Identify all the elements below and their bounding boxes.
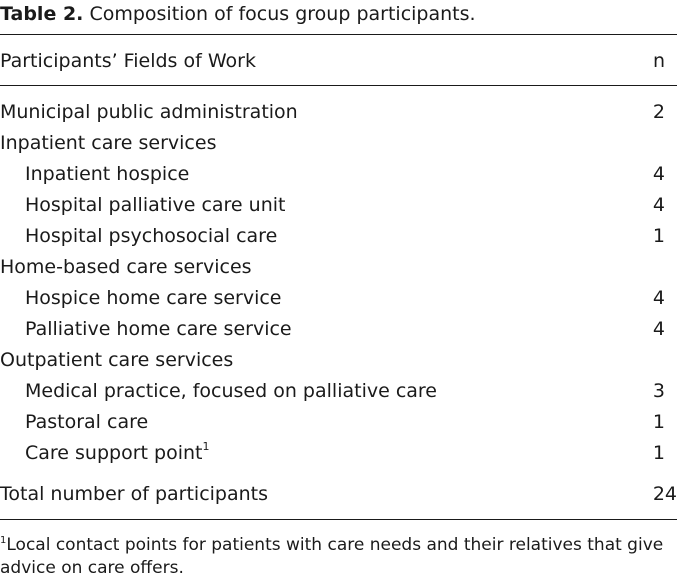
row-label (25, 190, 285, 221)
row-label-text: Outpatient care services (0, 349, 234, 371)
table-total-row (0, 479, 677, 510)
row-n: 1 (652, 411, 665, 433)
row-label-text: Inpatient care services (0, 132, 217, 154)
table-group-row (0, 345, 677, 376)
row-n: 4 (652, 318, 665, 340)
header-fields-of-work: Participants’ Fields of Work (0, 50, 256, 72)
row-label-text: Hospital palliative care unit (25, 194, 286, 216)
table-row (0, 190, 677, 221)
table-caption-text: Composition of focus group participants. (89, 3, 476, 25)
row-label (25, 376, 437, 407)
total-label: Total number of participants (0, 483, 269, 505)
row-n: 4 (652, 194, 665, 216)
table-row (0, 221, 677, 252)
row-n: 4 (652, 287, 665, 309)
table-top-rule (0, 34, 677, 35)
row-label (0, 97, 298, 128)
row-footnote-marker: 1 (202, 440, 210, 453)
row-label (0, 252, 252, 283)
table-bottom-rule (0, 519, 677, 520)
table-row (0, 376, 677, 407)
table-row (0, 283, 677, 314)
table-header-rule (0, 85, 677, 86)
row-label-text: Medical practice, focused on palliative care (25, 380, 437, 402)
table-row (0, 314, 677, 345)
row-n: 2 (652, 101, 665, 123)
header-n: n (652, 50, 665, 72)
table-header-row (0, 46, 677, 77)
footnote-marker: 1 (0, 535, 7, 546)
row-label-text: Hospital psychosocial care (25, 225, 278, 247)
row-label-text: Home-based care services (0, 256, 252, 278)
footnote-text: Local contact points for patients with care needs and their relatives that give advice on care offers. (0, 535, 664, 578)
table-caption (0, 3, 476, 25)
table-row (0, 97, 677, 128)
table-row (0, 159, 677, 190)
table-row (0, 438, 677, 469)
row-label-text: Municipal public administration (0, 101, 298, 123)
row-label-text: Care support point (25, 442, 203, 464)
row-n: 4 (652, 163, 665, 185)
table-row (0, 407, 677, 438)
row-label (25, 221, 277, 252)
row-label-text: Inpatient hospice (25, 163, 190, 185)
row-label (0, 128, 216, 159)
table-caption-label: Table 2. (0, 3, 84, 25)
row-label (25, 283, 282, 314)
row-n: 1 (652, 442, 665, 464)
row-n: 1 (652, 225, 665, 247)
table-group-row (0, 128, 677, 159)
table-group-row (0, 252, 677, 283)
row-label (25, 314, 292, 345)
row-label-text: Hospice home care service (25, 287, 282, 309)
row-label (25, 159, 189, 190)
row-n: 3 (652, 380, 665, 402)
row-label-text: Palliative home care service (25, 318, 292, 340)
row-label (25, 407, 148, 438)
row-label (0, 345, 233, 376)
total-n: 24 (652, 483, 677, 505)
row-label (25, 438, 209, 469)
row-label-text: Pastoral care (25, 411, 149, 433)
table-footnote (0, 534, 677, 580)
